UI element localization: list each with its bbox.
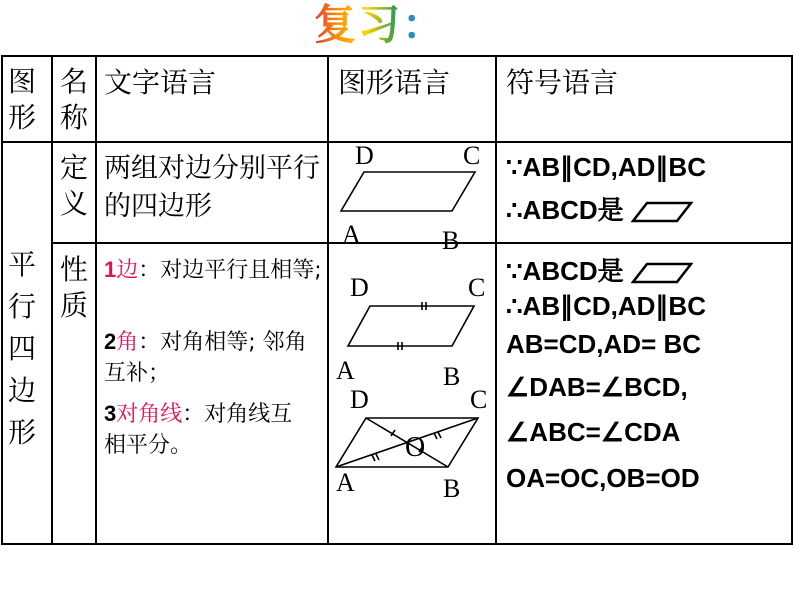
property-diagonals-number: 3 [104, 401, 117, 426]
point-label-c: C [468, 273, 486, 302]
property-symbol-equal-sides: AB=CD,AD= BC [506, 329, 702, 359]
property-angles-key: 角 [116, 330, 139, 355]
point-label-o: O [405, 432, 426, 463]
property-sides-key: 边 [116, 258, 139, 283]
page-title: 复习： [314, 0, 447, 49]
definition-label: 定义 [60, 151, 89, 220]
property-angles [104, 326, 324, 389]
property-diagonals-key: 对角线 [116, 402, 183, 427]
point-label-a: A [336, 468, 355, 497]
property-parallelogram-sides [348, 302, 474, 350]
point-label-a: A [342, 220, 361, 249]
point-label-a: A [336, 356, 355, 385]
property-angles-number: 2 [104, 329, 117, 354]
header-symbol-language: 符号语言 [506, 66, 619, 99]
point-label-b: B [442, 226, 460, 255]
property-symbol-angles-2: ∠ABC=∠CDA [506, 417, 681, 447]
property-symbol-parallel: ∴AB∥CD,AD∥BC [506, 291, 706, 321]
point-label-b: B [443, 362, 461, 391]
point-label-c: C [470, 385, 488, 414]
property-sides-number: 1 [104, 257, 117, 282]
property-label: 性质 [60, 253, 89, 322]
definition-parallelogram [341, 172, 475, 211]
point-label-b: B [443, 474, 461, 503]
parallelogram-icon [631, 262, 693, 284]
parallelogram-icon [631, 201, 693, 223]
definition-text: 两组对边分别平行的四边形 [104, 153, 320, 222]
property-angles-text: ：对角相等; 邻角互补； [104, 330, 307, 386]
property-diagonals [104, 398, 314, 461]
definition-symbol-conclusion [506, 193, 693, 227]
point-label-d: D [350, 273, 369, 302]
property-symbol-diagonals: OA=OC,OB=OD [506, 463, 700, 493]
definition-symbol-given: ∵AB∥CD,AD∥BC [506, 152, 706, 182]
property-sides [104, 254, 324, 286]
property-sides-text: ：对边平行且相等; [138, 258, 322, 283]
header-figure-language: 图形语言 [338, 66, 451, 99]
property-symbol-angles-1: ∠DAB=∠BCD, [506, 372, 688, 402]
property-symbol-given-text: ∵ABCD是 [506, 256, 624, 286]
point-label-c: C [463, 141, 481, 170]
figure-name: 平行四边形 [8, 248, 37, 449]
point-label-d: D [355, 141, 374, 170]
property-diagonals-text: ：对角线互相平分。 [104, 402, 293, 458]
property-symbol-given [506, 254, 693, 288]
definition-symbol-text: ∴ABCD是 [506, 195, 624, 225]
point-label-d: D [350, 385, 369, 414]
header-name: 名称 [60, 65, 89, 134]
header-figure: 图形 [8, 65, 37, 134]
header-text-language: 文字语言 [104, 66, 217, 99]
